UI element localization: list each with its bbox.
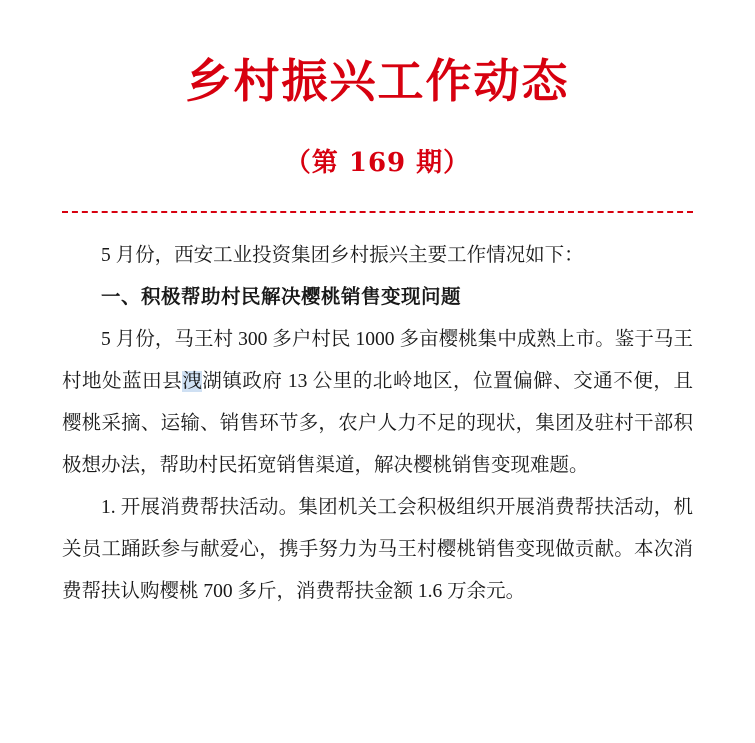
paragraph-section-one-body bbox=[62, 319, 693, 487]
document-body bbox=[62, 235, 693, 613]
header-divider-rule bbox=[62, 211, 693, 213]
document-issue-number: （第 169 期） bbox=[284, 148, 471, 178]
paragraph-section-one-heading: 一、积极帮助村民解决樱桃销售变现问题 bbox=[101, 287, 462, 308]
section-one-text-after-highlight: 湖镇政府 13 公里的北岭地区，位置偏僻、交通不便，且樱桃采摘、运输、销售环节多，农户人力不足的现状，集团及驻村干部积极想办法，帮助村民拓宽销售渠道，解决樱桃销售变现难题。 bbox=[62, 371, 693, 476]
document-masthead-title: 乡村振兴工作动态 bbox=[185, 54, 570, 108]
paragraph-item-1: 1. 开展消费帮扶活动。集团机关工会积极组织开展消费帮扶活动，机关员工踊跃参与献爱心，携手努力为马王村樱桃销售变现做贡献。本次消费帮扶认购樱桃 700 多斤，消费帮扶金额 1.6 万余元。 bbox=[62, 497, 693, 602]
paragraph-intro: 5 月份，西安工业投资集团乡村振兴主要工作情况如下： bbox=[101, 245, 584, 266]
highlighted-character: 洩 bbox=[182, 371, 203, 392]
section-one-text-before-highlight: 5 月份，马王村 300 多户村民 1000 多亩樱桃集中成熟上市。鉴于马王村地处蓝田县 bbox=[62, 329, 693, 392]
